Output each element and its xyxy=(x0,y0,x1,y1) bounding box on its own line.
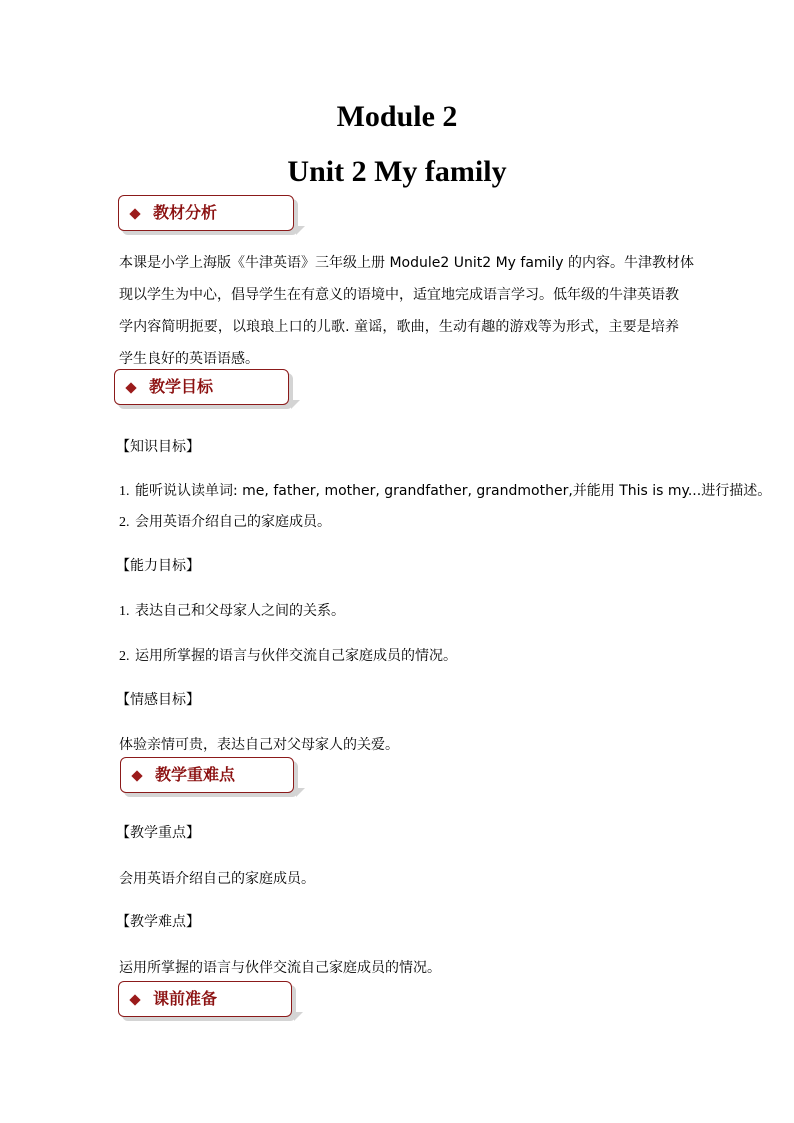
analysis-paragraph xyxy=(119,247,695,375)
list-item: 2. 会用英语介绍自己的家庭成员。 xyxy=(119,514,331,530)
section-header-keypoints xyxy=(120,757,294,793)
section-label: 教学重难点 xyxy=(155,765,236,784)
analysis-line: 现以学生为中心，倡导学生在有意义的语境中，适宜地完成语言学习。低年级的牛津英语教 xyxy=(119,287,679,303)
diamond-bullet-icon xyxy=(129,208,140,219)
emotion-goals-text: 体验亲情可贵，表达自己对父母家人的关爱。 xyxy=(119,737,399,753)
diamond-bullet-icon xyxy=(129,994,140,1005)
list-item: 1. 表达自己和父母家人之间的关系。 xyxy=(119,603,345,619)
difficulty-text: 运用所掌握的语言与伙伴交流自己家庭成员的情况。 xyxy=(119,960,441,976)
section-label: 教材分析 xyxy=(153,203,218,222)
analysis-line: 学内容简明扼要，以琅琅上口的儿歌. 童谣，歌曲，生动有趣的游戏等为形式，主要是培养 xyxy=(119,319,679,335)
section-label: 教学目标 xyxy=(149,377,214,396)
difficulty-heading: 【教学难点】 xyxy=(116,914,200,930)
section-header-prep xyxy=(118,981,292,1017)
analysis-line: 学生良好的英语语感。 xyxy=(119,351,259,367)
list-item: 1. 能听说认读单词: me, father, mother, grandfather, grandmother,并能用 This is my...进行描述。 xyxy=(119,483,772,499)
focus-heading: 【教学重点】 xyxy=(116,825,200,841)
section-label: 课前准备 xyxy=(153,989,218,1008)
diamond-bullet-icon xyxy=(131,770,142,781)
analysis-line: 本课是小学上海版《牛津英语》三年级上册 Module2 Unit2 My family 的内容。牛津教材体 xyxy=(119,255,695,271)
section-header-goals xyxy=(114,369,289,405)
section-header-analysis xyxy=(118,195,294,231)
module-title: Module 2 xyxy=(336,100,458,133)
focus-text: 会用英语介绍自己的家庭成员。 xyxy=(119,871,315,887)
knowledge-goals-heading: 【知识目标】 xyxy=(116,439,200,455)
list-item: 2. 运用所掌握的语言与伙伴交流自己家庭成员的情况。 xyxy=(119,648,457,664)
diamond-bullet-icon xyxy=(125,382,136,393)
unit-title: Unit 2 My family xyxy=(287,155,507,188)
ability-goals-heading: 【能力目标】 xyxy=(116,558,200,574)
emotion-goals-heading: 【情感目标】 xyxy=(116,692,200,708)
